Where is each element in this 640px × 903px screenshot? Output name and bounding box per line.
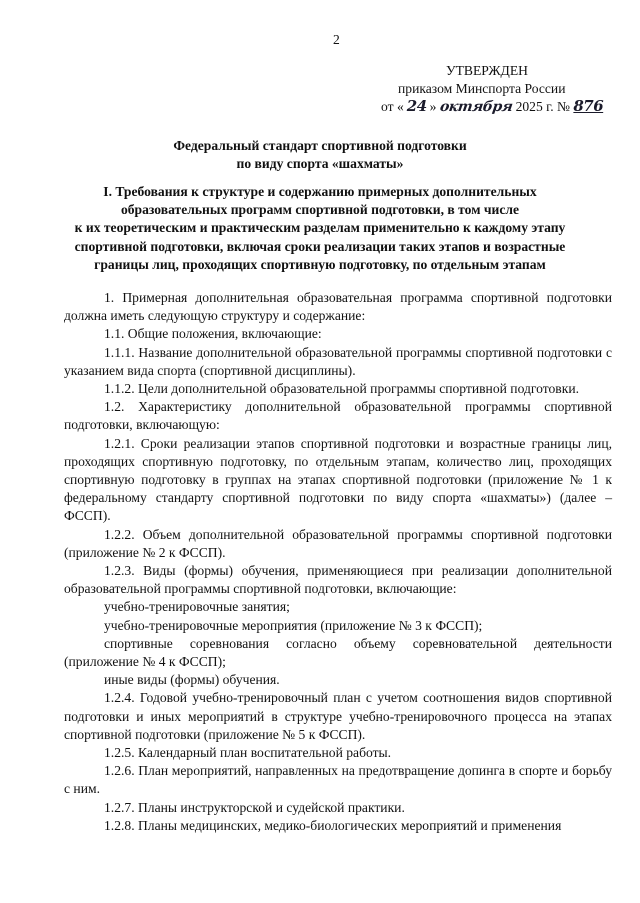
paragraph-1-1-2: 1.1.2. Цели дополнительной образовательной программы спортивной подготовки. [104, 381, 580, 397]
paragraph-1-2-1: 1.2.1. Сроки реализации этапов спортивной подготовки и возрастные границы лиц, проходящих спортивную подготовку, по отдельным этапам, количество лиц, проходящих спортивную подготовку в группах на этапах спортивной подготовки (приложение № 1 к федеральному стандарту спортивной подготовки по виду спорта «шахматы») (далее – ФССП). [64, 435, 612, 524]
paragraph-1-1: 1.1. Общие положения, включающие: [104, 326, 322, 342]
paragraph-1-2-8: 1.2.8. Планы медицинских, медико-биологических мероприятий и применения [104, 817, 562, 833]
paragraph-1-1-1: 1.1.1. Название дополнительной образовательной программы спортивной подготовки с указанием вида спорта (спортивной дисциплины). [64, 344, 612, 378]
approval-line: приказом Минспорта России [398, 81, 566, 96]
handwritten-number: 876 [573, 97, 604, 115]
section-line: к их теоретическим и практическим разделам применительно к каждому этапу [74, 220, 566, 236]
date-mid: » [429, 99, 437, 114]
title-line: по виду спорта «шахматы» [236, 156, 404, 172]
date-prefix: от « [381, 99, 404, 114]
handwritten-day: 24 [406, 97, 427, 115]
document-body [64, 289, 612, 835]
paragraph-1-2-5: 1.2.5. Календарный план воспитательной работы. [104, 745, 392, 761]
section-line: I. Требования к структуре и содержанию примерных дополнительных [103, 184, 537, 199]
list-item-training-sessions: учебно-тренировочные занятия; [104, 599, 290, 615]
document-title [40, 137, 600, 173]
approval-title: УТВЕРЖДЕН [446, 63, 528, 78]
paragraph-1: 1. Примерная дополнительная образовательная программа спортивной подготовки должна иметь следующую структуру и содержание: [64, 290, 612, 324]
title-line: Федеральный стандарт спортивной подготовки [173, 138, 467, 153]
paragraph-1-2: 1.2. Характеристику дополнительной образовательной программы спортивной подготовки, включающую: [64, 399, 612, 433]
page-number: 2 [333, 32, 340, 47]
section-line: образовательных программ спортивной подготовки, в том числе [120, 202, 520, 218]
paragraph-1-2-7: 1.2.7. Планы инструкторской и судейской практики. [104, 799, 405, 815]
paragraph-1-2-6: 1.2.6. План мероприятий, направленных на предотвращение допинга в спорте и борьбу с ним. [64, 763, 612, 797]
paragraph-1-2-4: 1.2.4. Годовой учебно-тренировочный план с учетом соотношения видов спортивной подготовки и иных мероприятий в структуре учебно-тренировочного процесса на этапах спортивной подготовки (приложение № 5 к ФССП). [64, 690, 612, 742]
year-text: 2025 г. № [515, 99, 570, 114]
list-item-training-events: учебно-тренировочные мероприятия (приложение № 3 к ФССП); [104, 617, 483, 633]
section-line: спортивной подготовки, включая сроки реализации таких этапов и возрастные [74, 238, 566, 254]
section-line: границы лиц, проходящих спортивную подготовку, по отдельным этапам [94, 256, 546, 272]
list-item-other-forms: иные виды (формы) обучения. [104, 672, 280, 688]
paragraph-1-2-3: 1.2.3. Виды (формы) обучения, применяющиеся при реализации дополнительной образовательной программы спортивной подготовки, включающие: [64, 563, 612, 597]
list-item-competitions: спортивные соревнования согласно объему соревновательной деятельности (приложение № 4 к ФССП); [64, 635, 612, 670]
paragraph-1-2-2: 1.2.2. Объем дополнительной образовательной программы спортивной подготовки (приложение № 2 к ФССП). [64, 526, 612, 560]
section-heading [40, 183, 600, 274]
approval-date [381, 97, 603, 116]
handwritten-month: октября [438, 99, 514, 115]
